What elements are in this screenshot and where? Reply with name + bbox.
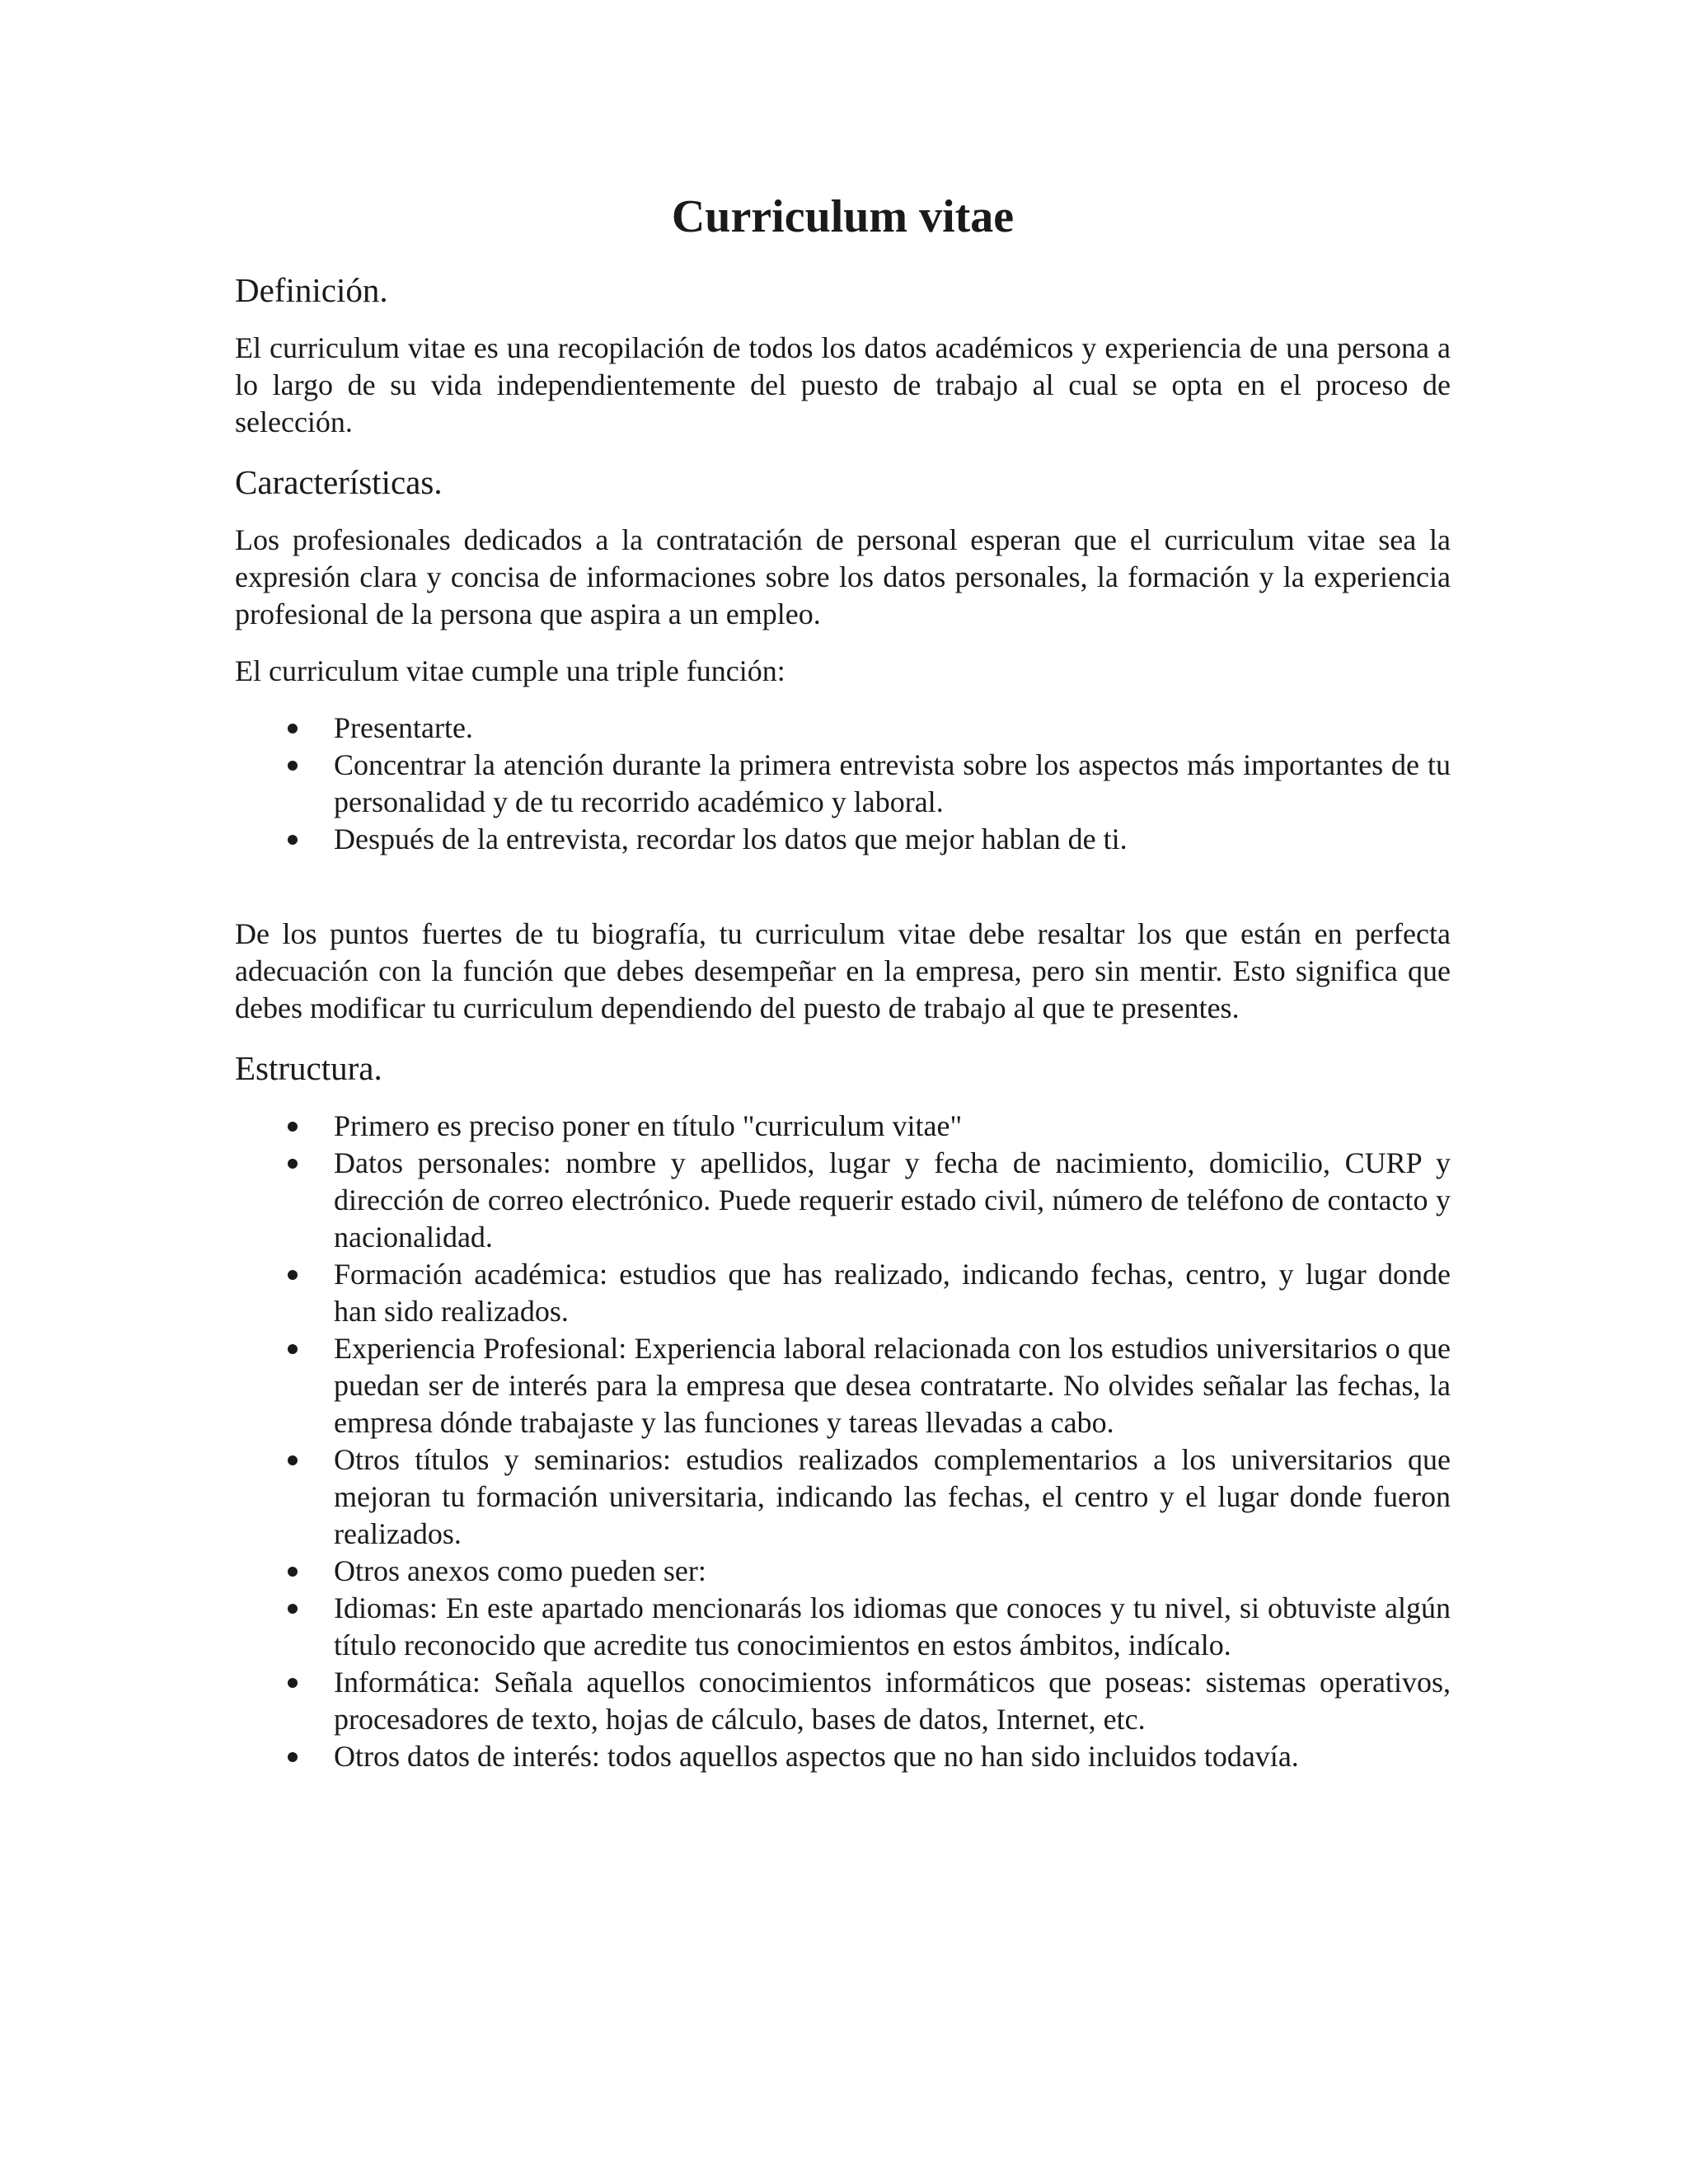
list-item-text: Datos personales: nombre y apellidos, lugar y fecha de nacimiento, domicilio, CURP y dirección de correo electrónico. Puede requerir estado civil, número de teléfono de contacto y nacionalidad. [334,1146,1451,1254]
list-item [235,1738,1451,1775]
list-item [235,747,1451,821]
list-item-text: Otros datos de interés: todos aquellos aspectos que no han sido incluidos todavía. [334,1740,1299,1773]
list-item [235,1330,1451,1441]
heading-caracteristicas: Características. [235,463,443,501]
list-item [235,1664,1451,1738]
bullet-icon [284,1590,301,1627]
list-item [235,1108,1451,1145]
bullet-icon [284,1256,301,1293]
document-title: Curriculum vitae [671,191,1015,242]
list-item-text: Presentarte. [334,711,473,744]
list-item-text: Otros anexos como pueden ser: [334,1554,706,1587]
bullet-icon [284,1441,301,1479]
list-item [235,1256,1451,1330]
paragraph-definicion: El curriculum vitae es una recopilación de todos los datos académicos y experiencia de una persona a lo largo de su vida independientemente del puesto de trabajo al cual se opta en el proceso de selección. [235,331,1451,438]
list-item-text: Concentrar la atención durante la primera entrevista sobre los aspectos más importantes de tu personalidad y de tu recorrido académico y laboral. [334,748,1451,818]
bullet-icon [284,1553,301,1590]
list-estructura [235,1108,1451,1775]
list-item [235,1553,1451,1590]
paragraph-caracteristicas-3: De los puntos fuertes de tu biografía, tu curriculum vitae debe resaltar los que están en perfecta adecuación con la función que debes desempeñar en la empresa, pero sin mentir. Esto significa que debes modificar tu curriculum dependiendo del puesto de trabajo al que te presentes. [235,917,1451,1024]
list-item-text: Idiomas: En este apartado mencionarás los idiomas que conoces y tu nivel, si obtuviste algún título reconocido que acredite tus conocimientos en estos ámbitos, indícalo. [334,1591,1451,1661]
paragraph-caracteristicas-2: El curriculum vitae cumple una triple función: [235,654,785,687]
list-item-text: Informática: Señala aquellos conocimientos informáticos que poseas: sistemas operativos, procesadores de texto, hojas de cálculo, bases de datos, Internet, etc. [334,1666,1451,1736]
bullet-icon [284,1108,301,1145]
heading-definicion: Definición. [235,271,388,309]
list-item [235,1441,1451,1553]
list-item [235,1590,1451,1664]
bullet-icon [284,1330,301,1367]
bullet-icon [284,1738,301,1775]
bullet-icon [284,747,301,784]
list-item-text: Después de la entrevista, recordar los datos que mejor hablan de ti. [334,823,1128,855]
bullet-icon [284,710,301,747]
list-item [235,1145,1451,1256]
list-item [235,710,1451,747]
heading-estructura: Estructura. [235,1049,382,1087]
bullet-icon [284,821,301,858]
bullet-icon [284,1145,301,1182]
bullet-icon [284,1664,301,1701]
list-item-text: Primero es preciso poner en título "curriculum vitae" [334,1109,963,1142]
list-item [235,821,1451,858]
paragraph-caracteristicas-1: Los profesionales dedicados a la contratación de personal esperan que el curriculum vitae sea la expresión clara y concisa de informaciones sobre los datos personales, la formación y la experiencia profesional de la persona que aspira a un empleo. [235,523,1451,630]
list-item-text: Experiencia Profesional: Experiencia laboral relacionada con los estudios universitarios o que puedan ser de interés para la empresa que desea contratarte. No olvides señalar las fechas, la empresa dónde trabajaste y las funciones y tareas llevadas a cabo. [334,1332,1451,1439]
list-funciones [235,710,1451,858]
list-item-text: Formación académica: estudios que has realizado, indicando fechas, centro, y lugar donde han sido realizados. [334,1258,1451,1328]
list-item-text: Otros títulos y seminarios: estudios realizados complementarios a los universitarios que mejoran tu formación universitaria, indicando las fechas, el centro y el lugar donde fueron realizados. [334,1443,1451,1550]
document-body [235,188,1451,1795]
